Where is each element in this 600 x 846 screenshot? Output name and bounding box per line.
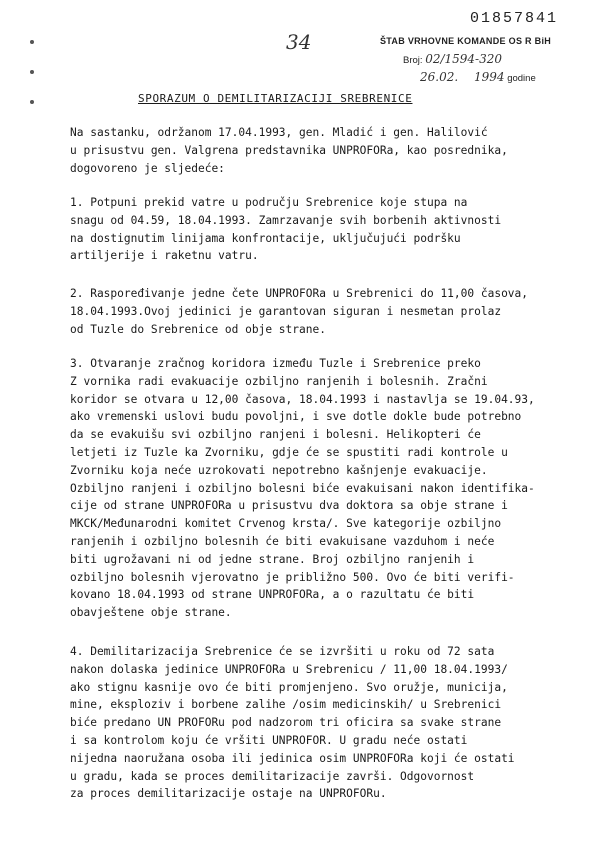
registry-stamp — [380, 36, 590, 84]
text-line: koridor se otvara u 12,00 časova, 18.04.1993 i nastavlja se 19.04.93, — [70, 392, 535, 406]
intro-paragraph — [70, 124, 585, 177]
text-line: Zvorniku koja neće uzrokovati nepotrebno kašnjenje evakuacije. — [70, 463, 488, 477]
text-line: od Tuzle do Srebrenice od obje strane. — [70, 322, 326, 336]
text-line: ako vremenski uslovi budu povoljni, i sve dotle dokle bude potrebno — [70, 410, 522, 424]
text-line: ozbiljno bolesnih vjerovatno je približno 500. Ovo će biti verifi- — [70, 570, 515, 584]
text-line: u prisustvu gen. Valgrena predstavnika UNPROFORa, kao posrednika, — [70, 143, 508, 157]
handwritten-page-number: 34 — [286, 30, 312, 54]
text-line: Z vornika radi evakuacije ozbiljno ranjenih i bolesnih. Zračni — [70, 374, 488, 388]
text-line: 2. Raspoređivanje jedne čete UNPROFORa u Srebrenici do 11,00 časova, — [70, 287, 529, 300]
text-line: kovano 18.04.1993 od strane UNPROFORa, a o razultatu će biti — [70, 588, 475, 602]
text-line: 4. Demilitarizacija Srebrenice će se izvršiti u roku od 72 sata — [70, 645, 495, 658]
text-line: MKCK/Međunarodni komitet Crvenog krsta/. Sve kategorije ozbiljno — [70, 517, 502, 531]
text-line: na dostignutim linijama konfrontacije, uključujući podršku — [70, 231, 461, 245]
text-line: mine, eksploziv i borbene zalihe /osim medicinskih/ u Srebrenici — [70, 698, 502, 712]
stamp-year-value: 1994 — [474, 70, 505, 84]
stamp-org: ŠTAB VRHOVNE KOMANDE OS R BiH — [380, 36, 552, 46]
paragraph-3 — [70, 355, 585, 622]
text-line: i sa kontrolom koju će vršiti UNPROFOR. U gradu neće ostati — [70, 733, 468, 747]
text-line: ako stignu kasnije ovo će biti promjenjeno. Svo oružje, municija, — [70, 680, 508, 694]
text-line: artiljerije i raketnu vatru. — [70, 249, 259, 263]
text-line: Ozbiljno ranjeni i ozbiljno bolesni biće evakuisani nakon identifika- — [70, 481, 535, 495]
stamp-broj-label: Broj: — [403, 55, 423, 66]
stamp-date-value: 26.02. — [420, 70, 459, 84]
text-line: obavještene obje strane. — [70, 606, 232, 620]
text-line: 18.04.1993.Ovoj jedinici je garantovan siguran i nesmetan prolaz — [70, 304, 502, 318]
text-line: ranjenih i ozbiljno bolesnih će biti evakuisane vazduhom i neće — [70, 534, 495, 548]
text-line: 3. Otvaranje zračnog koridora između Tuzle i Srebrenice preko — [70, 357, 481, 370]
document-title: SPORAZUM O DEMILITARIZACIJI SREBRENICE — [138, 92, 413, 105]
stamp-godine-label: godine — [507, 73, 536, 84]
paragraph-2 — [70, 285, 585, 338]
text-line: nijedna naoružana osoba ili jedinica osim UNPROFORa koji će ostati — [70, 751, 515, 765]
text-line: u gradu, kada se proces demilitarizacije završi. Odgovornost — [70, 769, 475, 783]
text-line: dogovoreno je sljedeće: — [70, 161, 225, 175]
document-number: 01857841 — [470, 10, 559, 27]
text-line: cije od strane UNPROFORa u prisustvu dva doktora sa obje strane i — [70, 499, 508, 513]
paragraph-4 — [70, 643, 585, 803]
text-line: letjeti iz Tuzle ka Zvorniku, gdje će se spustiti radi kontrole u — [70, 445, 508, 459]
text-line: za proces demilitarizacije ostaje na UNPROFORu. — [70, 787, 387, 801]
stamp-broj-value: 02/1594-320 — [425, 52, 502, 66]
text-line: Na sastanku, održanom 17.04.1993, gen. Mladić i gen. Halilović — [70, 126, 488, 139]
text-line: da se evakuišu svi ozbiljno ranjeni i bolesni. Helikopteri će — [70, 428, 481, 442]
text-line: 1. Potpuni prekid vatre u području Srebrenice koje stupa na — [70, 196, 468, 209]
text-line: biće predano UN PROFORu pod nadzorom tri oficira sa svake strane — [70, 716, 502, 730]
text-line: biti ugrožavani ni od jedne strane. Broj ozbiljno ranjenih i — [70, 552, 475, 566]
text-line: nakon dolaska jedinice UNPROFORa u Srebrenicu / 11,00 18.04.1993/ — [70, 662, 508, 676]
paragraph-1 — [70, 194, 585, 265]
text-line: snagu od 04.59, 18.04.1993. Zamrzavanje svih borbenih aktivnosti — [70, 213, 502, 227]
